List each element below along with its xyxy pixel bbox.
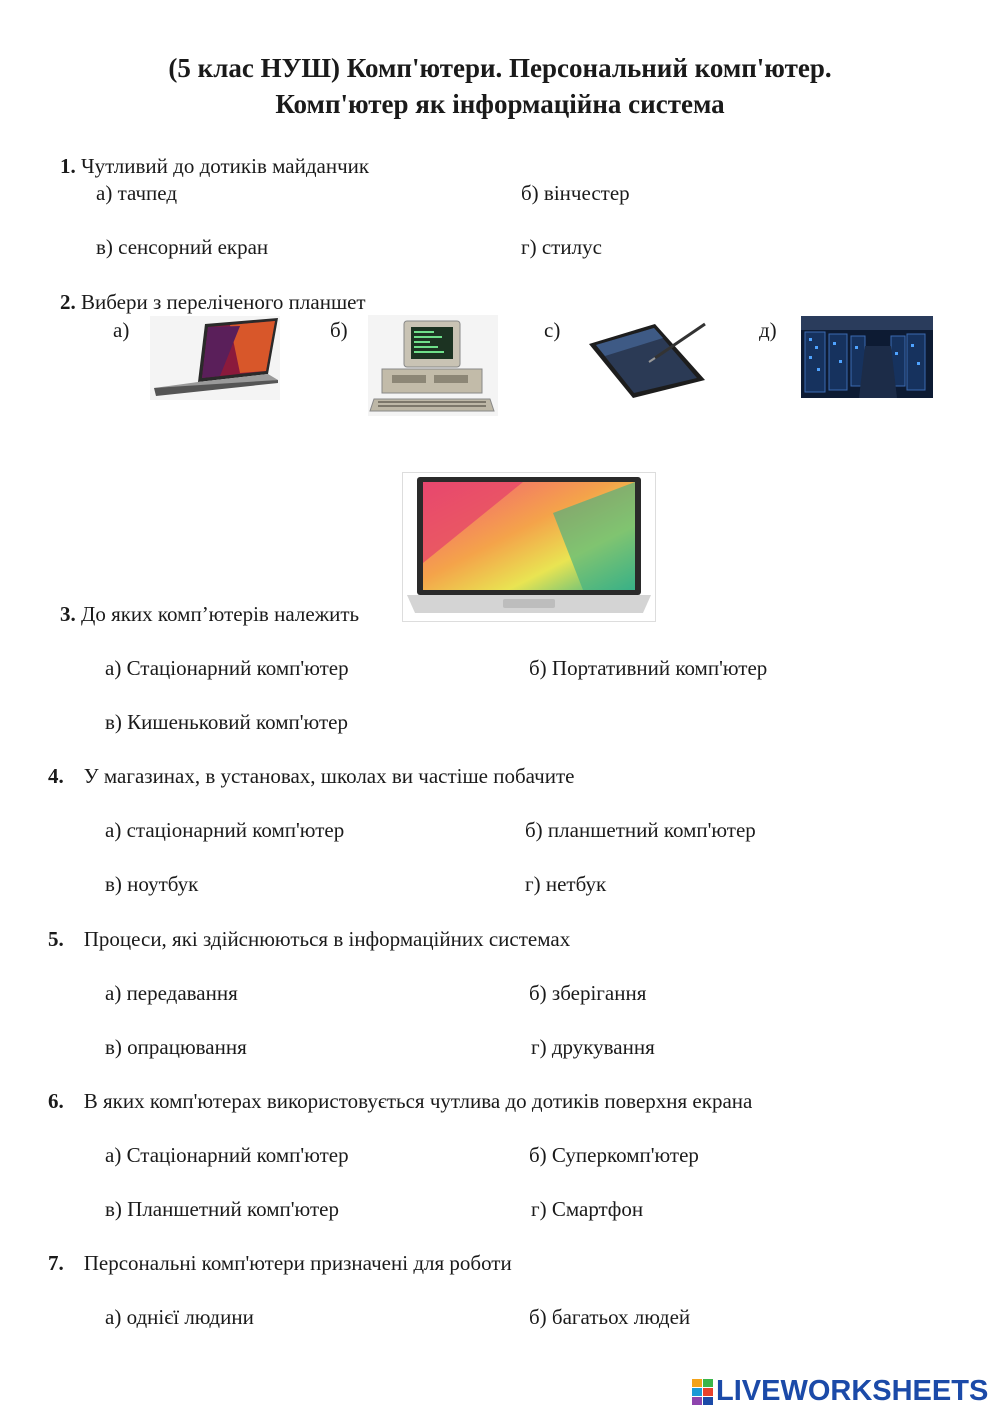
q5-option-c[interactable]: в) опрацювання — [105, 1035, 247, 1059]
q7-option-b[interactable]: б) багатьох людей — [529, 1305, 691, 1329]
q3-option-c[interactable]: в) Кишеньковий комп'ютер — [105, 710, 348, 734]
q1-option-c[interactable]: в) сенсорний екран — [96, 235, 269, 259]
title-line-1: (5 клас НУШ) Комп'ютери. Персональний комп'ютер. — [168, 53, 832, 83]
title-line-2: Комп'ютер як інформаційна система — [275, 89, 725, 119]
q4-option-c[interactable]: в) ноутбук — [105, 872, 199, 896]
question-text: Персональні комп'ютери призначені для роботи — [83, 1251, 512, 1275]
question-1 — [60, 153, 369, 179]
q1-option-d[interactable]: г) стилус — [521, 235, 602, 259]
question-text: В яких комп'ютерах використовується чутлива до дотиків поверхня екрана — [83, 1089, 753, 1113]
question-text: У магазинах, в установах, школах ви частіше побачите — [83, 764, 575, 788]
question-5 — [48, 926, 570, 952]
liveworksheets-logo[interactable] — [692, 1374, 988, 1408]
q3-option-a[interactable]: а) Стаціонарний комп'ютер — [105, 656, 349, 680]
tablet-stylus-image[interactable] — [583, 314, 709, 400]
q4-option-a[interactable]: а) стаціонарний комп'ютер — [105, 818, 345, 842]
q7-option-a[interactable]: а) однієї людини — [105, 1305, 254, 1329]
liveworksheets-logo-text: LIVEWORKSHEETS — [716, 1374, 989, 1407]
question-number: 6. — [48, 1089, 64, 1113]
q2-option-c-label[interactable]: с) — [544, 318, 561, 342]
liveworksheets-logo-icon — [692, 1377, 714, 1405]
question-text: Вибери з переліченого планшет — [81, 290, 366, 314]
question-number: 5. — [48, 927, 64, 951]
question-number: 3. — [60, 602, 76, 626]
q2-option-b-label[interactable]: б) — [330, 318, 348, 342]
modern-laptop-image — [402, 472, 656, 622]
question-6 — [48, 1088, 752, 1114]
q5-option-b[interactable]: б) зберігання — [529, 981, 647, 1005]
q4-option-b[interactable]: б) планшетний комп'ютер — [525, 818, 756, 842]
q3-option-b[interactable]: б) Портативний комп'ютер — [529, 656, 768, 680]
laptop-image[interactable] — [150, 316, 280, 400]
question-2 — [60, 289, 366, 315]
q6-option-b[interactable]: б) Суперкомп'ютер — [529, 1143, 699, 1167]
question-text: Чутливий до дотиків майданчик — [81, 154, 370, 178]
q6-option-d[interactable]: г) Смартфон — [531, 1197, 644, 1221]
question-4 — [48, 763, 574, 789]
supercomputer-image[interactable] — [801, 316, 933, 398]
question-3 — [60, 601, 359, 627]
retro-computer-image[interactable] — [368, 315, 498, 416]
question-7 — [48, 1250, 512, 1276]
q5-option-d[interactable]: г) друкування — [531, 1035, 655, 1059]
question-number: 1. — [60, 154, 76, 178]
q2-option-d-label[interactable]: д) — [759, 318, 777, 342]
q1-option-a[interactable]: а) тачпед — [96, 181, 178, 205]
question-text: До яких комп’ютерів належить — [81, 602, 360, 626]
q1-option-b[interactable]: б) вінчестер — [521, 181, 630, 205]
q4-option-d[interactable]: г) нетбук — [525, 872, 607, 896]
q6-option-a[interactable]: а) Стаціонарний комп'ютер — [105, 1143, 349, 1167]
question-number: 4. — [48, 764, 64, 788]
q6-option-c[interactable]: в) Планшетний комп'ютер — [105, 1197, 339, 1221]
question-number: 2. — [60, 290, 76, 314]
question-number: 7. — [48, 1251, 64, 1275]
q5-option-a[interactable]: а) передавання — [105, 981, 238, 1005]
question-text: Процеси, які здійснюються в інформаційних системах — [83, 927, 571, 951]
q2-option-a-label[interactable]: а) — [113, 318, 130, 342]
